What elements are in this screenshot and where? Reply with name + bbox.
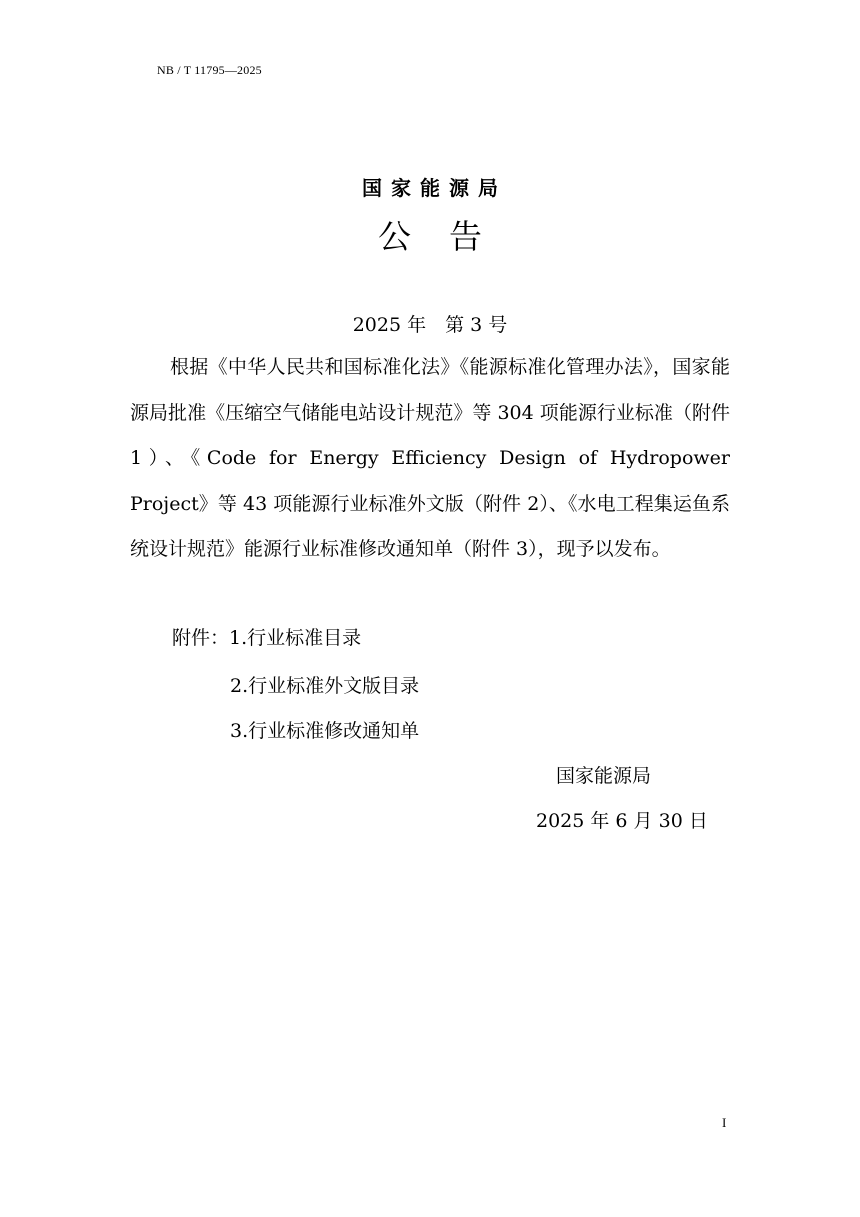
document-number: 2025 年 第 3 号 [352,314,508,336]
attachment-item-2: 2.行业标准外文版目录 [230,675,420,697]
document-type-title: 公告 [378,217,520,256]
attachment-item-3: 3.行业标准修改通知单 [230,720,420,742]
issuer-title: 国家能源局 [362,176,507,200]
page-number: I [722,1115,727,1130]
announcement-body: 根据《中华人民共和国标准化法》《能源标准化管理办法》，国家能源局批准《压缩空气储能电站设计规范》等 304 项能源行业标准（附件 1）、《Code for Energy Efficiency Design of Hydropower Project》等 43 项能源行业标准外文版（附件 2）、《水电工程集运鱼系统设计规范》能源行业标准修改通知单（附件 3），现予以发布。 [130,356,730,560]
standard-code: NB / T 11795—2025 [157,63,262,77]
signature-organization: 国家能源局 [556,765,652,787]
attachment-item-1: 附件：1.行业标准目录 [172,627,362,649]
signature-date: 2025 年 6 月 30 日 [536,810,708,832]
